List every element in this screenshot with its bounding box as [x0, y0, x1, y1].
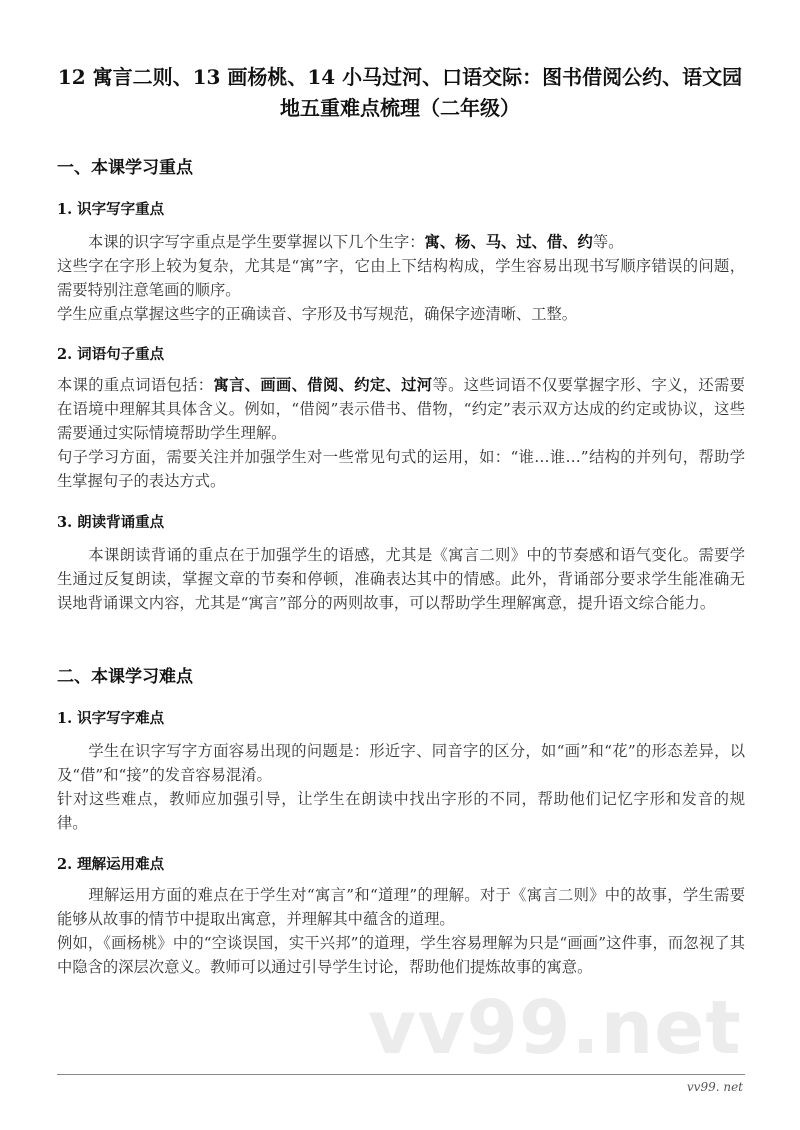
subsection-heading: 2. 词语句子重点	[57, 346, 165, 363]
watermark: vv99.net	[368, 985, 742, 1071]
subsection-heading: 2. 理解运用难点	[57, 856, 165, 873]
paragraph: 这些字在字形上较为复杂，尤其是“寓”字，它由上下结构构成，学生容易出现书写顺序错误的问题，需要特别注意笔画的顺序。	[57, 257, 745, 299]
text: 本课的识字写字重点是学生要掌握以下几个生字：	[88, 233, 425, 251]
paragraph-block	[57, 543, 745, 615]
footer-site-label: vv99. net	[686, 1080, 743, 1094]
paragraph: 学生应重点掌握这些字的正确读音、字形及书写规范，确保字迹清晰、工整。	[57, 305, 578, 323]
text: 本课朗读背诵的重点在于加强学生的语感，尤其是《寓言二则》中的节奏感和语气变化。需要学生通过反复朗读，掌握文章的节奏和停顿，准确表达其中的情感。此外，背诵部分要求学生能准确无误地背诵课文内容，尤其是“寓言”部分的两则故事，可以帮助学生理解寓意，提升语文综合能力。	[57, 546, 745, 612]
paragraph-block	[57, 739, 745, 835]
subsection-heading: 1. 识字写字难点	[57, 710, 165, 727]
paragraph: 句子学习方面，需要关注并加强学生对一些常见句式的运用，如：“谁…谁…”结构的并列句，帮助学生掌握句子的表达方式。	[57, 448, 745, 490]
section-heading-key-points: 一、本课学习重点	[57, 158, 193, 178]
paragraph-block	[57, 373, 745, 493]
text: 等。	[592, 233, 624, 251]
paragraph	[57, 373, 745, 445]
text: 理解运用方面的难点在于学生对“寓言”和“道理”的理解。对于《寓言二则》中的故事，学生需要能够从故事的情节中提取出寓意，并理解其中蕴含的道理。	[57, 886, 745, 928]
subsection-heading: 3. 朗读背诵重点	[57, 514, 165, 531]
paragraph	[57, 230, 745, 254]
text: 本课的重点词语包括：	[57, 376, 214, 394]
document-title: 12 寓言二则、13 画杨桃、14 小马过河、口语交际：图书借阅公约、语文园地五重难点梳理（二年级）	[57, 65, 743, 120]
paragraph-block	[57, 883, 745, 979]
paragraph	[57, 543, 745, 615]
paragraph	[57, 739, 745, 787]
paragraph: 针对这些难点，教师应加强引导，让学生在朗读中找出字形的不同，帮助他们记忆字形和发音的规律。	[57, 790, 745, 832]
paragraph-block	[57, 230, 745, 326]
text: 等。这些词语不仅要掌握字形、字义，还需要在语境中理解其具体含义。例如，“借阅”表示借书、借物，“约定”表示双方达成的约定或协议，这些需要通过实际情境帮助学生理解。	[57, 376, 745, 442]
subsection-heading: 1. 识字写字重点	[57, 201, 165, 218]
bold-text: 寓、杨、马、过、借、约	[424, 233, 593, 251]
paragraph	[57, 883, 745, 931]
text: 学生在识字写字方面容易出现的问题是：形近字、同音字的区分，如“画”和“花”的形态差异，以及“借”和“接”的发音容易混淆。	[57, 742, 745, 784]
paragraph: 例如，《画杨桃》中的“空谈误国，实干兴邦”的道理，学生容易理解为只是“画画”这件事，而忽视了其中隐含的深层次意义。教师可以通过引导学生讨论，帮助他们提炼故事的寓意。	[57, 934, 745, 976]
section-heading-difficulties: 二、本课学习难点	[57, 667, 193, 687]
bold-text: 寓言、画画、借阅、约定、过河	[213, 376, 433, 394]
footer-divider	[57, 1074, 745, 1075]
